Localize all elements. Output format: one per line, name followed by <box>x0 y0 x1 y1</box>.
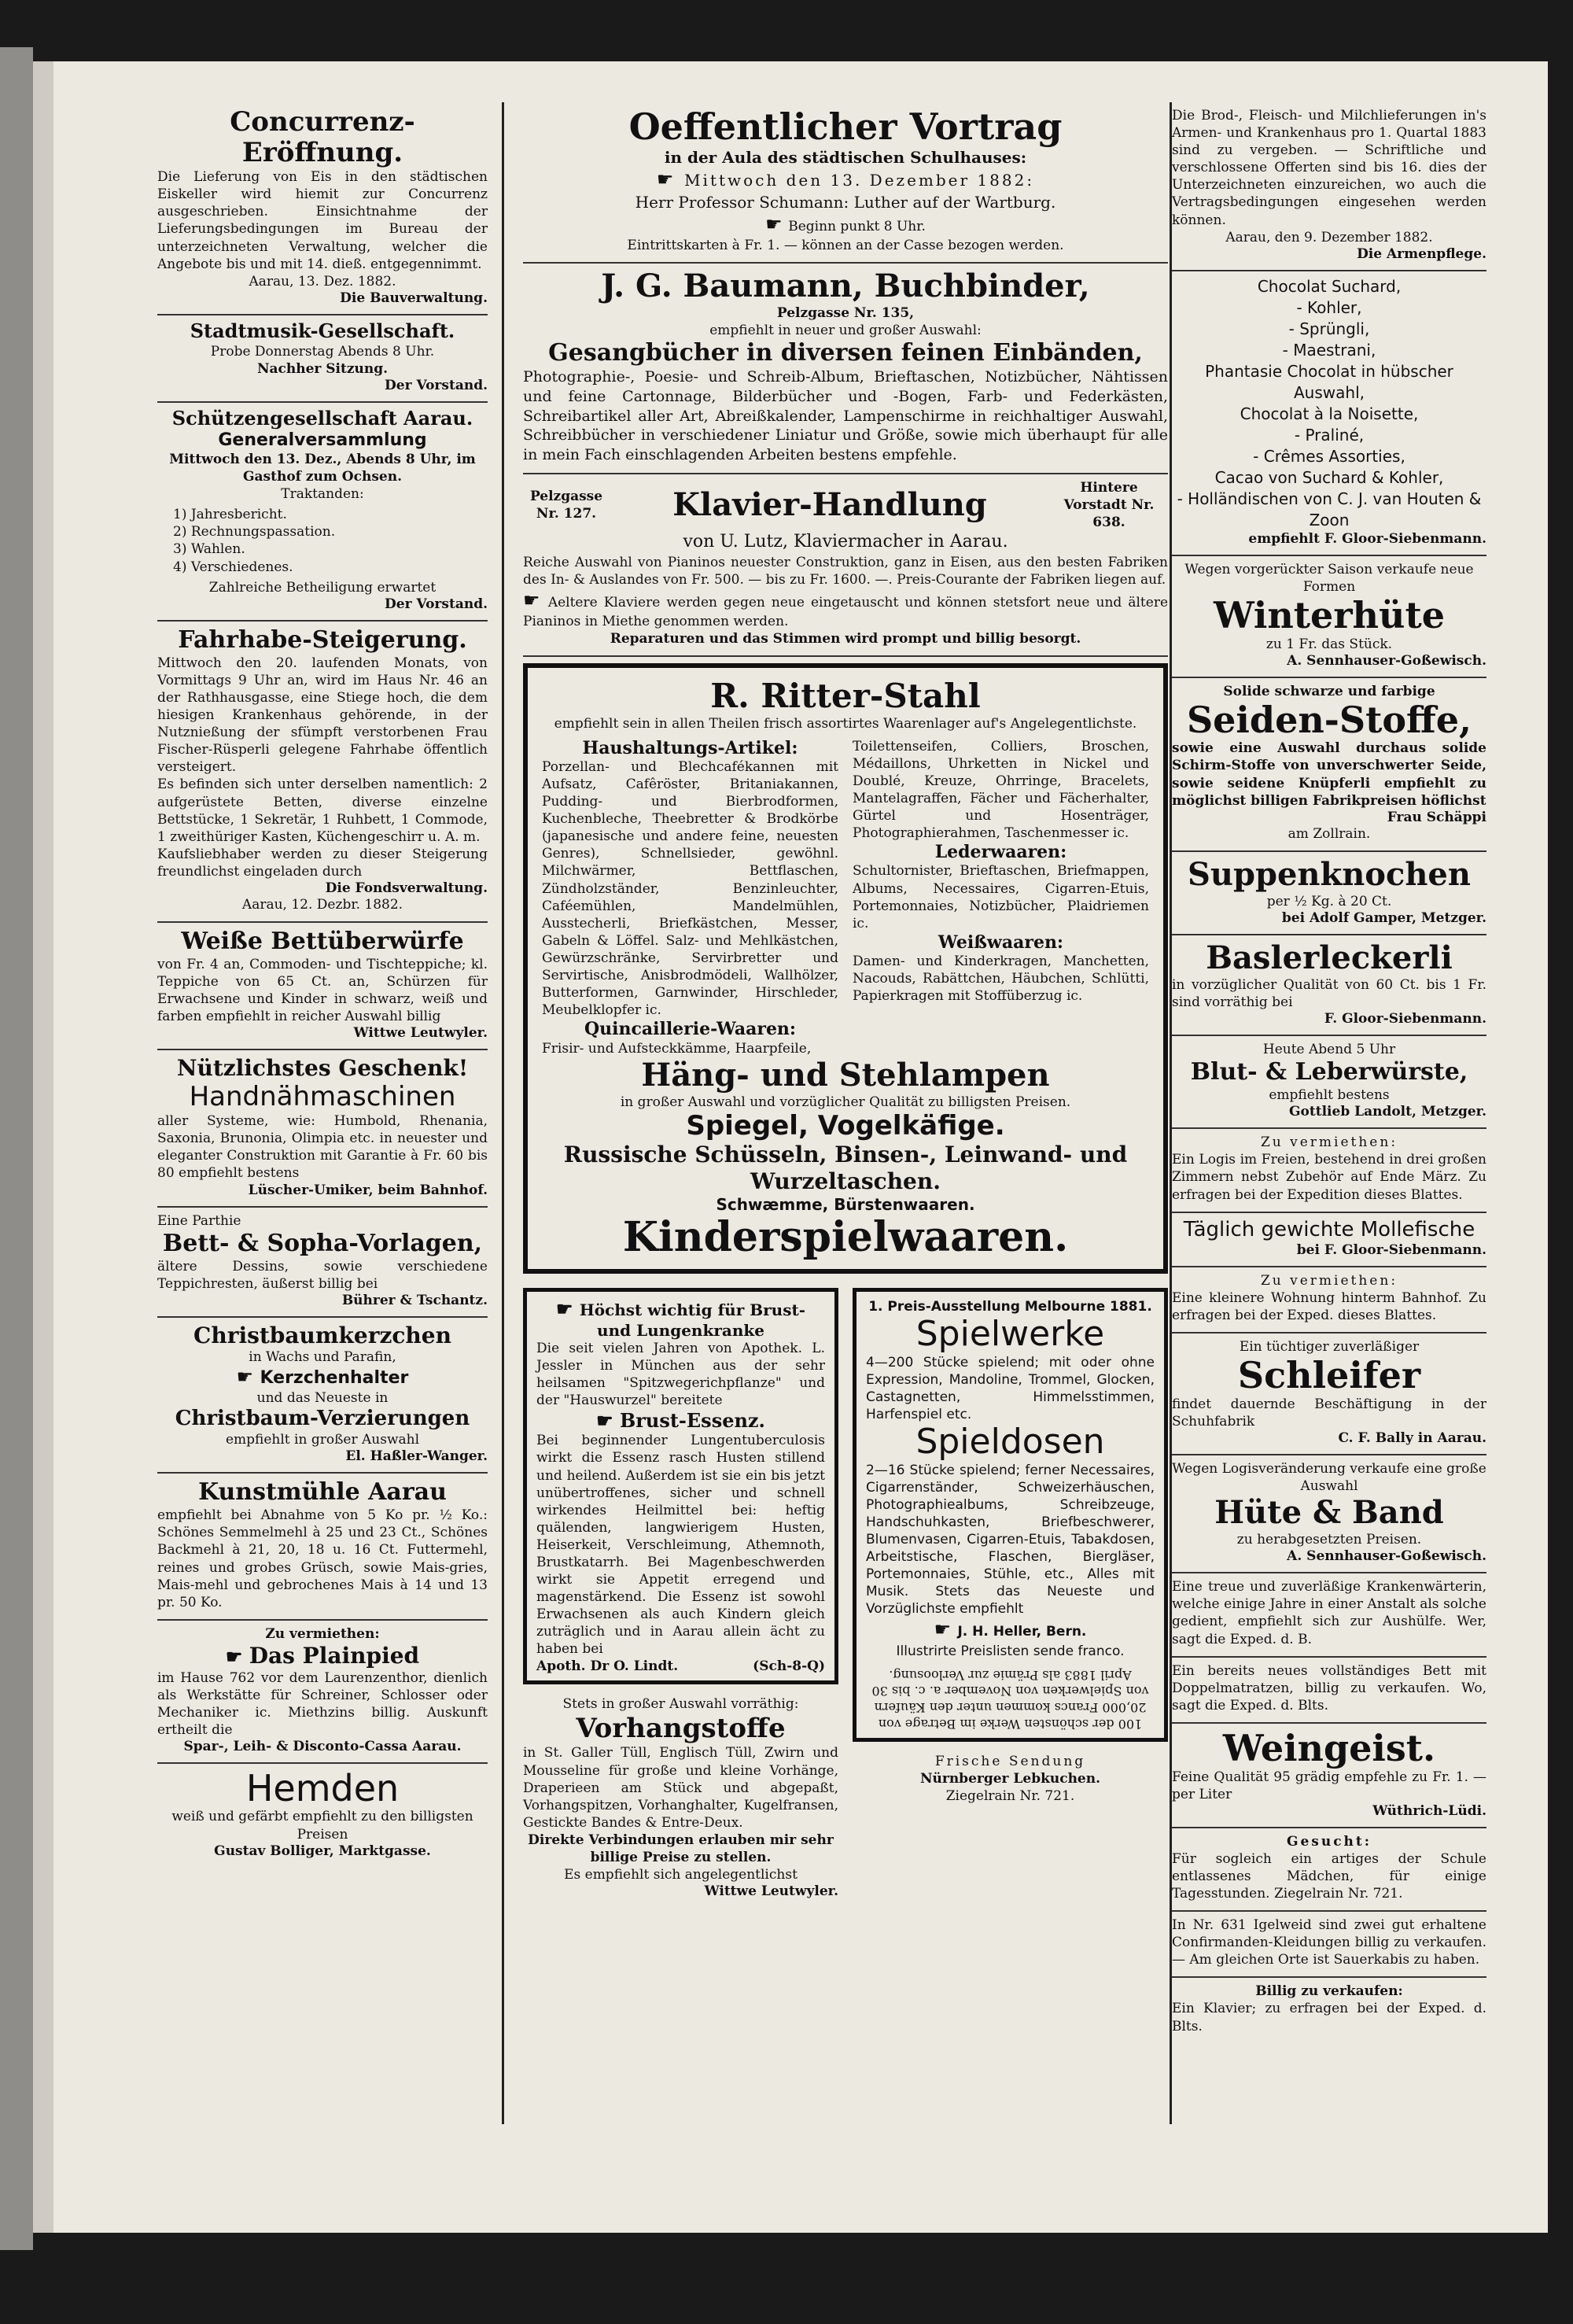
section-heading: Quincaillerie-Waaren: <box>584 1019 797 1040</box>
ad-heading: Häng- und Stehlampen <box>641 1056 1050 1094</box>
pointing-hand-icon: ☛ <box>236 1366 260 1389</box>
ad-footer: Zahlreiche Betheiligung erwartet <box>208 579 437 596</box>
ad-title: Das Plainpied <box>249 1642 420 1669</box>
ad-body: per ½ Kg. à 20 Ct. <box>1266 893 1392 909</box>
ad-ritter-stahl <box>523 663 1168 1274</box>
ad-line: Ziegelrain Nr. 721. <box>945 1788 1075 1805</box>
ad-signature: Gottlieb Landolt, Metzger. <box>1289 1104 1486 1120</box>
ad-body: in St. Galler Tüll, Englisch Tüll, Zwirn und Mousseline für große und kleine Vorhänge, Draperieen am Stück und abgepaßt, Vorhangspitzen, Vorhanghalter, Kugelfransen, Gestickte Bandes & Entre-Deux. <box>523 1745 838 1831</box>
ad-date: Aarau, 12. Dezbr. 1882. <box>241 896 403 913</box>
ad-klavier-verkauf <box>1172 1978 1486 2042</box>
ad-klavier-handlung <box>523 474 1168 657</box>
list-item: - Praliné, <box>1294 425 1365 445</box>
ad-signature: Bührer & Tschantz. <box>341 1292 488 1308</box>
ad-fahrhabe <box>157 622 488 923</box>
ad-line: Mittwoch den 13. Dezember 1882: <box>684 170 1035 190</box>
ad-vorhangstoffe <box>523 1691 838 1908</box>
ad-body: Ein Klavier; zu erfragen bei der Exped. d. Blts. <box>1172 2001 1486 2034</box>
ad-signature: El. Haßler-Wanger. <box>345 1448 488 1465</box>
ad-wohnung <box>1172 1267 1486 1334</box>
ad-body: Die seit vielen Jahren von Apothek. L. Jessler in München aus der sehr heilsamen "Spitzwegerichpflanze" und der "Hauswurzel" bereitete <box>536 1341 825 1409</box>
ad-body: Die Brod-, Fleisch- und Milchlieferungen in's Armen- und Krankenhaus pro 1. Quartal 1883 sind zu vergeben. — Schriftliche und verschlossene Offerten sind bis 16. dies der Unterzeichneten einzureichen, wo auch die Vertragsbedingungen eingesehen werden können. <box>1172 108 1486 228</box>
ad-line: Herr Professor Schumann: Luther auf der Wartburg. <box>635 192 1056 212</box>
column-left <box>157 102 488 1867</box>
ad-body: Reiche Auswahl von Pianinos neuester Construktion, ganz in Eisen, aus den besten Fabriken des In- & Auslandes von Fr. 500. — bis zu Fr. 1600. —. Preis-Courante der Fabriken liegen auf. <box>523 554 1168 588</box>
ad-signature: Frau Schäppi <box>1387 809 1486 825</box>
ad-body: Ein Logis im Freien, bestehend in drei großen Zimmern nebst Zubehör auf Ende März. Zu erfragen bei der Expedition dieses Blattes. <box>1172 1152 1486 1203</box>
traktanden-list <box>157 506 488 575</box>
ad-body-3: Reparaturen und das Stimmen wird prompt und billig besorgt. <box>610 631 1081 647</box>
ad-signature-2: am Zollrain. <box>1288 825 1371 842</box>
lower-middle-ads <box>523 1282 1168 1907</box>
ad-body-3: Es empfiehlt sich angelegentlichst <box>564 1867 798 1883</box>
ad-signature: Wittwe Leutwyler. <box>704 1883 838 1900</box>
ad-signature: Gustav Bolliger, Marktgasse. <box>214 1843 431 1859</box>
ad-body-3: Kaufsliebhaber werden zu dieser Steigerung freundlichst eingeladen durch <box>157 846 488 880</box>
section-body: Damen- und Kinderkragen, Manchetten, Nacouds, Rabättchen, Häubchen, Schlütti, Papierkragen mit Stoffüberzug ic. <box>853 954 1149 1005</box>
section-body: Frisir- und Aufsteckkämme, Haarpfeile, <box>542 1040 812 1057</box>
ad-vortrag <box>523 102 1168 264</box>
ad-signature: J. H. Heller, Bern. <box>957 1624 1087 1640</box>
pointing-hand-icon: ☛ <box>596 1408 620 1432</box>
ad-chocolat <box>1172 271 1486 556</box>
pointing-hand-icon: ☛ <box>523 588 548 611</box>
ad-heading-2: Christbaum-Verzierungen <box>175 1406 470 1430</box>
ad-title: Suppenknochen <box>1188 855 1471 893</box>
ad-title: Klavier-Handlung <box>672 485 987 523</box>
ad-signature: bei F. Gloor-Siebenmann. <box>1296 1241 1486 1258</box>
ad-body: weiß und gefärbt empfiehlt zu den billigsten Preisen <box>171 1809 473 1843</box>
ad-body: Photographie-, Poesie- und Schreib-Album, Brieftaschen, Notizbücher, Nähtissen und feine Cartonnage, Bilderbücher und -Bogen, Farb- und Federkästen, Schreibartikel aller Art, Abreißkalender, Lampenschirme in reichhaltiger Auswahl, Schreibbücher in verschiedener Liniatur und Größe, sowie mich überhaupt für alle in mein Fach einschlagenden Arbeiten bestens empfehle. <box>523 368 1168 463</box>
ad-title: Stadtmusik-Gesellschaft. <box>190 319 455 342</box>
ad-weingeist <box>1172 1724 1486 1828</box>
ad-footer: Illustrirte Preislisten sende franco. <box>896 1643 1125 1659</box>
ad-title: Baslerleckerli <box>1206 939 1453 976</box>
column-middle <box>523 102 1168 1907</box>
ad-heading: Gesangbücher in diversen feinen Einbänden, <box>548 339 1143 367</box>
ad-title: Weiße Bettüberwürfe <box>181 928 464 956</box>
ad-body: findet dauernde Beschäftigung in der Schuhfabrik <box>1172 1396 1486 1429</box>
ad-pre: Zu vermiethen: <box>265 1625 380 1642</box>
section-body: Schultornister, Brieftaschen, Briefmappen, Albums, Necessaires, Cigarren-Etuis, Portemonnaies, Notizbücher, Plaidriemen ic. <box>853 863 1149 931</box>
ad-heading: Brust-Essenz. <box>619 1408 765 1432</box>
ad-heading: Kerzchenhalter <box>260 1368 409 1389</box>
ad-body-2: Aeltere Klaviere werden gegen neue eingetauscht und können stetsfort neue und ältere Pianinos in Miethe genommen werden. <box>523 594 1169 629</box>
ad-brust-essenz <box>523 1288 838 1684</box>
ad-title: Hemden <box>245 1766 400 1809</box>
ad-pre: Billig zu verkaufen: <box>1255 1983 1403 2000</box>
list-item: 2) Rechnungspassation. <box>173 524 336 540</box>
ad-body: zu 1 Fr. das Stück. <box>1265 636 1393 652</box>
ad-huete-band <box>1172 1455 1486 1573</box>
ad-body: Für sogleich ein artiges der Schule entlassenes Mädchen, für einige Tagesstunden. Ziegelrain Nr. 721. <box>1172 1850 1486 1902</box>
list-item: Cacao von Suchard & Kohler, <box>1214 467 1444 487</box>
ad-body: Eine treue und zuverläßige Krankenwärterin, welche einige Jahre in einer Anstalt als solche gedient, empfiehlt sich zur Aushülfe. Wer, sagt die Exped. d. B. <box>1172 1579 1486 1647</box>
ad-suppenknochen <box>1172 852 1486 935</box>
ad-heading: Russische Schüsseln, Binsen-, Leinwand- und Wurzeltaschen. <box>563 1141 1128 1194</box>
ad-signature: bei Adolf Gamper, Metzger. <box>1281 909 1486 926</box>
ad-title: Schützengesellschaft Aarau. <box>171 406 473 430</box>
ad-heading: Spiegel, Vogelkäfige. <box>686 1109 1005 1142</box>
ad-title: Täglich gewichte Mollefische <box>1183 1217 1475 1241</box>
ad-title: Winterhüte <box>1214 593 1445 636</box>
ad-signature: Die Bauverwaltung. <box>340 290 488 306</box>
ad-schuetzen <box>157 403 488 622</box>
ad-signature: empfiehlt F. Gloor-Siebenmann. <box>1248 530 1486 547</box>
ad-heading: Handnähmaschinen <box>189 1081 456 1113</box>
ad-signature: Wittwe Leutwyler. <box>353 1025 488 1042</box>
ad-title: Oeffentlicher Vortrag <box>628 105 1063 148</box>
ad-body: aller Systeme, wie: Humbold, Rhenania, Saxonia, Brunonia, Olimpia etc. in neuester und eleganter Construktion mit Garantie à Fr. 60 bis 80 empfiehlt bestens <box>157 1113 488 1182</box>
ad-gesucht <box>1172 1828 1486 1912</box>
list-item: - Sprüngli, <box>1288 319 1370 338</box>
ad-title: R. Ritter-Stahl <box>710 677 981 716</box>
ad-body: 4—200 Stücke spielend; mit oder ohne Expression, Mandoline, Trommel, Glocken, Castagnetten, Himmelsstimmen, Harfenspiel etc. <box>866 1354 1155 1423</box>
ad-title: Höchst wichtig für Brust- und Lungenkranke <box>579 1300 806 1341</box>
ad-signature: Die Armenpflege. <box>1357 245 1486 262</box>
ad-title: Blut- & Leberwürste, <box>1190 1058 1468 1086</box>
ad-seiden-stoffe <box>1172 678 1486 852</box>
list-item: Chocolat Suchard, <box>1257 276 1402 296</box>
ad-signature: Lüscher-Umiker, beim Bahnhof. <box>248 1182 488 1198</box>
ad-hemden <box>157 1764 488 1867</box>
ad-winterhuete <box>1172 556 1486 678</box>
ad-subtitle: Nachher Sitzung. <box>256 360 389 377</box>
ad-title: Concurrenz-Eröffnung. <box>230 106 415 169</box>
ad-mollefische <box>1172 1213 1486 1267</box>
ad-title: Kunstmühle Aarau <box>198 1478 447 1507</box>
ad-title: Weingeist. <box>1222 1726 1436 1769</box>
ad-schleifer <box>1172 1334 1486 1455</box>
ad-baumann <box>523 264 1168 474</box>
ad-body: Feine Qualität 95 grädig empfehle zu Fr. 1. — per Liter <box>1172 1769 1486 1802</box>
ad-line: Schwæmme, Bürstenwaaren. <box>716 1195 975 1215</box>
ad-line: in der Aula des städtischen Schulhauses: <box>664 147 1027 167</box>
ad-line: Beginn punkt 8 Uhr. <box>788 218 926 234</box>
ad-pre: Zu vermiethen: <box>1260 1134 1398 1151</box>
ad-lebkuchen <box>853 1748 1168 1813</box>
ad-address-right: Hintere Vorstadt Nr. 638. <box>1063 479 1155 530</box>
ad-baslerleckerli <box>1172 935 1486 1036</box>
ad-body: empfiehlt bei Abnahme von 5 Ko pr. ½ Ko.: Schönes Semmelmehl à 25 und 23 Ct., Schönes Backmehl à 21, 20, 18 u. 16 Ct. Futtermehl, reines und grobes Grüsch, sowie Mais-gries, Mais-mehl und gebrochenes Mais à 14 und 13 pr. 50 Ko. <box>157 1507 488 1610</box>
list-item: - Crêmes Assorties, <box>1253 446 1405 466</box>
ad-body: empfiehlt bestens <box>1269 1087 1390 1104</box>
ad-date: Aarau, 13. Dez. 1882. <box>249 273 396 290</box>
ad-pre: Ein tüchtiger zuverläßiger <box>1239 1339 1420 1356</box>
ad-body: Ein bereits neues vollständiges Bett mit Doppelmatratzen, billig zu verkaufen. Wo, sagt die Exped. d. Blts. <box>1172 1662 1486 1713</box>
ad-vorlagen <box>157 1208 488 1318</box>
list-item: 4) Verschiedenes. <box>173 559 293 575</box>
ad-bettueberwuerfe <box>157 923 488 1050</box>
ad-line: Nürnberger Lebkuchen. <box>919 1771 1101 1787</box>
list-item: - Maestrani, <box>1282 340 1376 360</box>
list-item: 1) Jahresbericht. <box>173 507 287 523</box>
list-item: 3) Wahlen. <box>173 541 245 558</box>
ad-body: sowie eine Auswahl durchaus solide Schirm-Stoffe von unverschwerter Seide, sowie seidene Knüpferli empfiehlt zu möglichst billigen Fabrikpreisen höflichst <box>1172 740 1486 809</box>
ad-stadtmusik <box>157 315 488 403</box>
ad-body-2: Bei beginnender Lungentuberculosis wirkt die Essenz rasch Husten stillend und heilend. Außerdem ist sie ein bis jetzt unübertroffenes, sicher und schnell wirkendes Heilmittel bei: heftig quälenden, langwierigem Husten, Heiserkeit, Verschleimung, Athemnoth, Brustkatarrh. Bei Magenbeschwerden wirkt sie Appetit erregend und magenstärkend. Die Essenz ist sowohl Erwachsenen als auch Kindern gleich zuträglich und in Aarau allein ächt zu haben bei <box>536 1433 825 1658</box>
ad-address-left: Pelzgasse Nr. 127. <box>529 488 603 522</box>
ad-title: Seiden-Stoffe, <box>1186 698 1472 741</box>
ad-body: von Fr. 4 an, Commoden- und Tischteppiche; kl. Teppiche von 65 Ct. an, Schürzen für Erwachsene und Kinder in schwarz, weiß und farben empfiehlt in reicher Auswahl billig <box>157 957 488 1025</box>
ad-pre: Eine Parthie <box>157 1212 241 1229</box>
ad-line: Eintrittskarten à Fr. 1. — können an der Casse bezogen werden. <box>627 237 1064 253</box>
ad-heading: Spielwerke <box>915 1314 1105 1355</box>
ad-signature: A. Sennhauser-Goßewisch. <box>1287 652 1486 669</box>
ad-line: empfiehlt in neuer und großer Auswahl: <box>709 323 982 339</box>
ad-traktanden: Traktanden: <box>281 486 364 503</box>
ad-pre: Heute Abend 5 Uhr <box>1262 1042 1396 1058</box>
ad-top: 1. Preis-Ausstellung Melbourne 1881. <box>868 1299 1152 1315</box>
ad-title: Bett- & Sopha-Vorlagen, <box>162 1229 483 1257</box>
ad-body: Probe Donnerstag Abends 8 Uhr. <box>210 343 435 360</box>
ad-line: in großer Auswahl und vorzüglicher Qualität zu billigsten Preisen. <box>620 1094 1071 1110</box>
ad-body: Mittwoch den 13. Dez., Abends 8 Uhr, im Gasthof zum Ochsen. <box>169 452 476 485</box>
ad-title: Hüte & Band <box>1214 1494 1444 1532</box>
ad-signature: Der Vorstand. <box>385 377 488 393</box>
ad-signature: Spar-, Leih- & Disconto-Cassa Aarau. <box>183 1738 462 1754</box>
ad-body: Die Lieferung von Eis in den städtischen Eiskeller wird hiemit zur Concurrenz ausgeschrieben. Einsichtnahme der Lieferungsbedingungen im Bureau der unterzeichneten Verwaltung, welcher die Angebote bis und mit 14. dieß. entgegennimmt. <box>157 169 488 272</box>
list-item: Chocolat à la Noisette, <box>1240 404 1419 423</box>
section-heading: Haushaltungs-Artikel: <box>582 737 798 758</box>
ad-signature: F. Gloor-Siebenmann. <box>1324 1011 1486 1027</box>
ad-code: (Sch-8-Q) <box>753 1658 825 1674</box>
ad-title: J. G. Baumann, Buchbinder, <box>601 267 1090 305</box>
ad-body: In Nr. 631 Igelweid sind zwei gut erhaltene Confirmanden-Kleidungen billig zu verkaufen. — Am gleichen Orte ist Sauerkabis zu haben. <box>1172 1917 1486 1968</box>
section-heading: Lederwaaren: <box>934 842 1067 863</box>
ad-brod <box>1172 102 1486 271</box>
ad-date: Aarau, den 9. Dezember 1882. <box>1225 229 1433 245</box>
ad-concurrenz <box>157 102 488 315</box>
ad-body-2: Direkte Verbindungen erlauben mir sehr billige Preise zu stellen. <box>528 1832 834 1865</box>
pointing-hand-icon: ☛ <box>934 1618 958 1641</box>
ad-pre: Wegen Logisveränderung verkaufe eine große Auswahl <box>1172 1460 1486 1495</box>
ad-heading: Generalversammlung <box>218 430 427 450</box>
ad-kunstmuehle <box>157 1474 488 1621</box>
ad-naehmaschinen <box>157 1050 488 1207</box>
ad-title: Nützlichstes Geschenk! <box>176 1055 469 1082</box>
ad-pre: Stets in großer Auswahl vorräthig: <box>562 1695 799 1712</box>
ad-pre: Wegen vorgerückter Saison verkaufe neue Formen <box>1184 561 1474 595</box>
ad-body: Mittwoch den 20. laufenden Monats, von Vormittags 9 Uhr an, wird im Haus Nr. 46 an der Rathhausgasse, eine Stiege hoch, die dem hiesigen Krankenhaus gehörende, in der Nutznießung der sfümpft verstorbenen Frau Fischer-Rüsperli gelegene Fahrhabe öffentlich versteigert. <box>157 655 488 776</box>
ad-body: in Wachs und Parafin, <box>249 1349 396 1366</box>
column-rule-left <box>502 102 504 2124</box>
ad-address: Pelzgasse Nr. 135, <box>776 305 915 322</box>
ad-signature: Der Vorstand. <box>385 596 488 612</box>
ad-line: empfiehlt sein in allen Theilen frisch assortirtes Waarenlager auf's Angelegentlichste. <box>554 716 1137 732</box>
ad-signature: C. F. Bally in Aarau. <box>1338 1429 1486 1446</box>
ad-signature: Die Fondsverwaltung. <box>325 880 488 896</box>
ad-body: Eine kleinere Wohnung hinterm Bahnhof. Zu erfragen bei der Exped. dieses Blattes. <box>1172 1289 1486 1323</box>
ad-body: im Hause 762 vor dem Laurenzenthor, dienlich als Werkstätte für Schreiner, Schlosser oder Mechaniker ic. Miethzins billig. Auskunft ertheilt die <box>157 1669 488 1738</box>
ad-pre: Zu vermiethen: <box>1260 1272 1398 1289</box>
ad-plainpied <box>157 1621 488 1764</box>
ad-body-2: Es befinden sich unter derselben namentlich: 2 aufgerüstete Betten, diverse einzelne Bettstücke, 1 Sekretär, 1 Ruhbett, 1 Commode, 1 zweithüriger Kasten, Küchengeschirr u. A. m. <box>157 777 488 845</box>
ad-spielwerke <box>853 1288 1168 1742</box>
ad-title: Schleifer <box>1237 1354 1421 1397</box>
ad-byline: von U. Lutz, Klaviermacher in Aarau. <box>683 531 1008 551</box>
section-body: Porzellan- und Blechcafékannen mit Aufsatz, Cafêröster, Britaniakannen, Pudding- und Bierbrodformen, Kuchenbleche, Theebretter & Brodkörbe (japanesische und andere feine, neuesten Genres), Schnellsieder, gewöhnl. Milchwärmer, Bettflaschen, Zündholzständer, Benzinleuchter, Caféemühlen, Mandelmühlen, Ausstecherli, Briefkästchen, Messer, Gabeln & Löffel. Salz- und Mehlkästchen, Gewürzschränke, Servirbretter und Servirtische, Anisbrodmödeli, Wallhölzer, Butterformen, Garnwinder, Hirschleder, Meubelklopfer ic. <box>542 758 838 1019</box>
section-heading: Weißwaaren: <box>938 931 1064 953</box>
ad-title: Fahrhabe-Steigerung. <box>178 625 467 654</box>
ad-signature: A. Sennhauser-Goßewisch. <box>1287 1548 1486 1565</box>
pointing-hand-icon: ☛ <box>765 212 789 235</box>
ad-krankenwaerterin <box>1172 1573 1486 1657</box>
ad-bett <box>1172 1658 1486 1724</box>
page-binding-edge <box>0 47 33 2250</box>
section-body: Toilettenseifen, Colliers, Broschen, Médaillons, Uhrketten in Nickel und Doublé, Kreuze, Ohrringe, Bracelets, Mantelagraffen, Fächer und Fächerhalter, Gürtel und Hosenträger, Photographierahmen, Taschenmesser ic. <box>853 738 1149 841</box>
ad-body: ältere Dessins, sowie verschiedene Teppichresten, äußerst billig bei <box>157 1258 488 1292</box>
ad-pre: Gesucht: <box>1286 1833 1372 1850</box>
ad-body-2: und das Neueste in <box>256 1389 389 1406</box>
ad-body-2: 2—16 Stücke spielend; ferner Necessaires, Cigarrenständer, Schweizerhäuschen, Photographiealbums, Schreibzeuge, Handschuhkasten, Briefbeschwerer, Blumenvasen, Cigarren-Etuis, Tabakdosen, Arbeitstische, Flaschen, Biergläser, Portemonnaies, Stühle, etc., Alles mit Musik. Stets das Neueste und Vorzüglichste empfiehlt <box>866 1462 1155 1618</box>
ad-igelweid <box>1172 1912 1486 1978</box>
ad-christbaum <box>157 1318 488 1474</box>
ad-title: Christbaumkerzchen <box>193 1322 451 1348</box>
ad-signature: Apoth. Dr O. Lindt. <box>536 1658 679 1674</box>
ad-heading: Kinderspielwaaren. <box>622 1213 1069 1262</box>
ad-blutwuerste <box>1172 1036 1486 1129</box>
ad-heading-2: Spieldosen <box>915 1422 1105 1463</box>
ad-upside-down-note: 100 der schönsten Werke im Betrage von 20,000 Francs kommen unter den Käufern von Spielwerken von November a. c. bis 30 April 1883 als Prämie zur Verloosung. <box>871 1667 1149 1732</box>
list-item: - Holländischen von C. J. van Houten & Zoon <box>1177 489 1482 529</box>
pointing-hand-icon: ☛ <box>225 1644 249 1668</box>
list-item: Phantasie Chocolat in hübscher Auswahl, <box>1205 361 1453 402</box>
ad-logis <box>1172 1129 1486 1212</box>
list-item: - Kohler, <box>1296 297 1362 317</box>
ad-body-3: empfiehlt in großer Auswahl <box>225 1432 420 1448</box>
ad-body: in vorzüglicher Qualität von 60 Ct. bis 1 Fr. sind vorräthig bei <box>1172 976 1486 1010</box>
ad-line: Frische Sendung <box>934 1753 1086 1769</box>
pointing-hand-icon: ☛ <box>656 168 685 190</box>
ad-title: Vorhangstoffe <box>576 1712 786 1744</box>
ad-pre: Solide schwarze und farbige <box>1223 683 1435 699</box>
pointing-hand-icon: ☛ <box>555 1297 580 1321</box>
ad-signature: Wüthrich-Lüdi. <box>1372 1802 1486 1819</box>
column-right <box>1172 102 1486 2043</box>
ad-body: zu herabgesetzten Preisen. <box>1236 1532 1422 1548</box>
